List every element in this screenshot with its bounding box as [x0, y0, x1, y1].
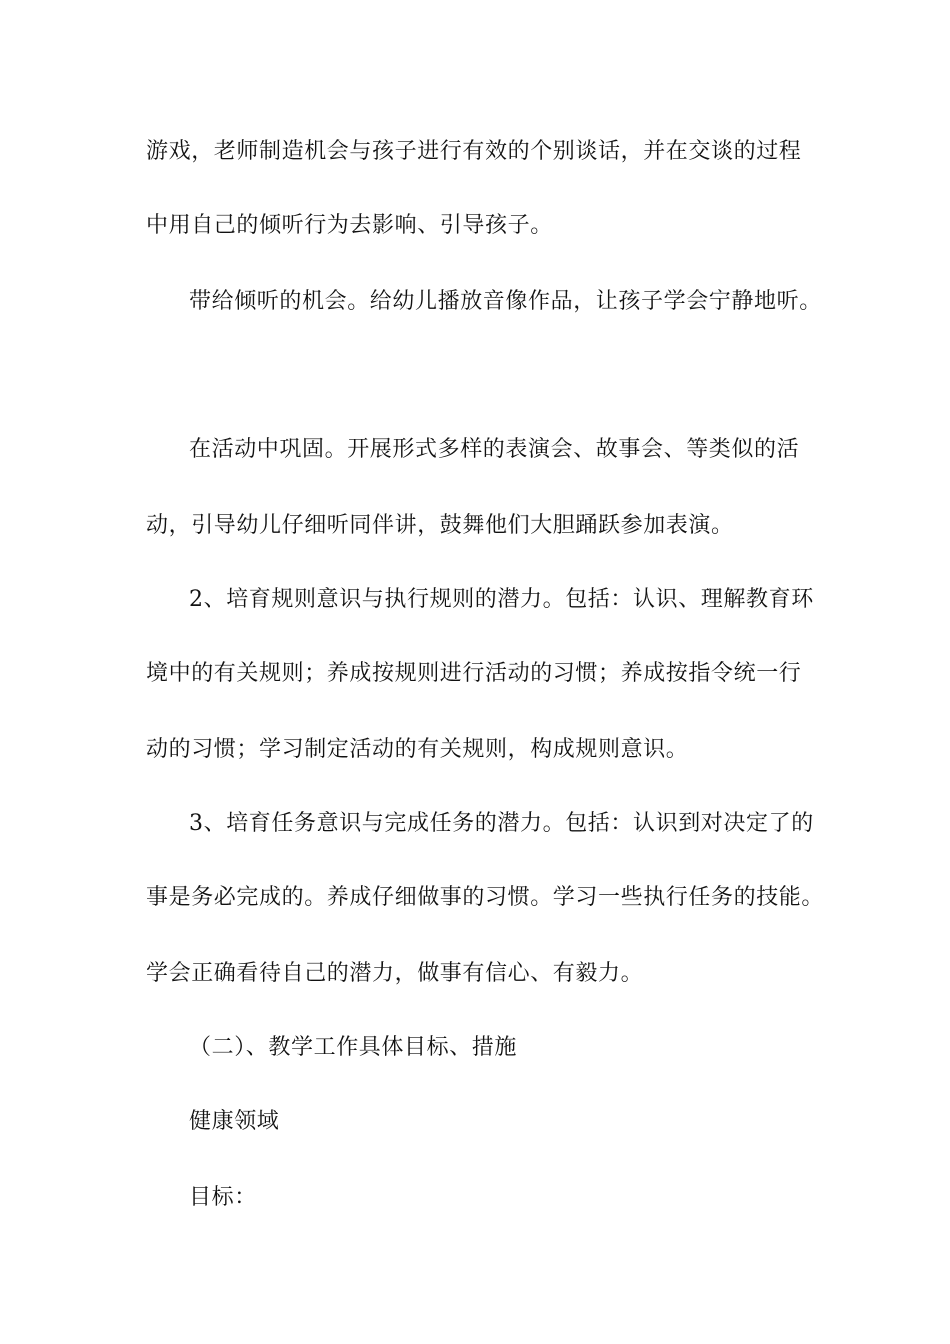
section-heading: （二）、教学工作具体目标、措施 [189, 1035, 518, 1060]
paragraph-line: 游戏，老师制造机会与孩子进行有效的个别谈话，并在交谈的过程 [146, 139, 802, 164]
paragraph-line: 2、培育规则意识与执行规则的潜力。包括：认识、理解教育环 [189, 587, 814, 612]
subsection-heading: 健康领域 [189, 1109, 280, 1134]
goal-label: 目标： [189, 1185, 257, 1210]
paragraph-line: 学会正确看待自己的潜力，做事有信心、有毅力。 [146, 961, 644, 986]
paragraph-line: 带给倾听的机会。给幼儿播放音像作品，让孩子学会宁静地听。 [189, 289, 822, 314]
paragraph-line: 动的习惯；学习制定活动的有关规则，构成规则意识。 [146, 737, 689, 762]
paragraph-line: 中用自己的倾听行为去影响、引导孩子。 [146, 213, 553, 238]
paragraph-line: 在活动中巩固。开展形式多样的表演会、故事会、等类似的活 [189, 437, 800, 462]
paragraph-line: 境中的有关规则；养成按规则进行活动的习惯；养成按指令统一行 [146, 661, 802, 686]
paragraph-line: 动，引导幼儿仔细听同伴讲，鼓舞他们大胆踊跃参加表演。 [146, 513, 734, 538]
paragraph-line: 事是务必完成的。养成仔细做事的习惯。学习一些执行任务的技能。 [146, 885, 825, 910]
paragraph-line: 3、培育任务意识与完成任务的潜力。包括：认识到对决定了的 [189, 811, 814, 836]
